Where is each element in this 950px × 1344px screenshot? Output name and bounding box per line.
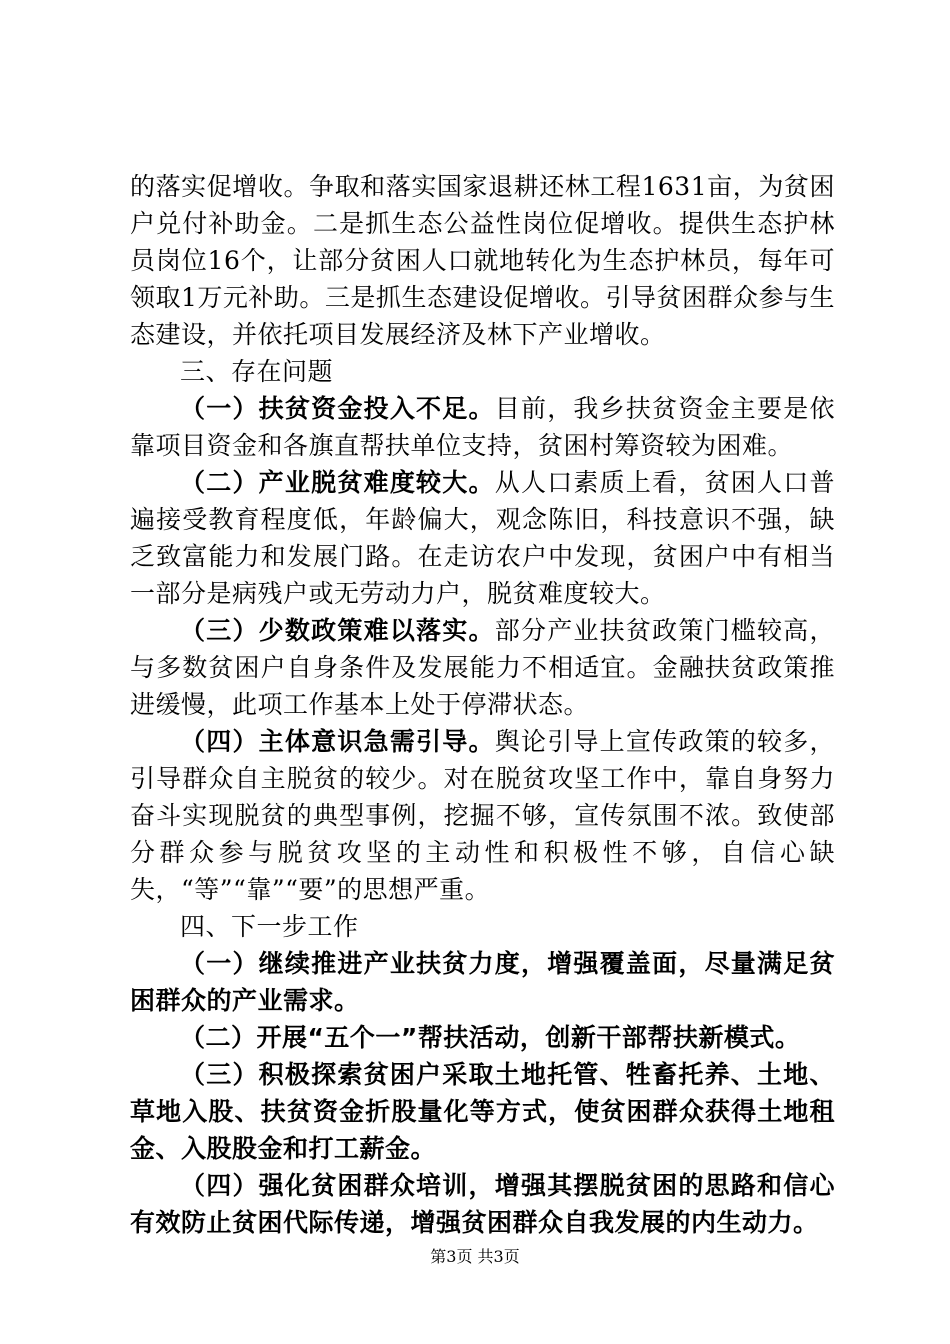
- paragraph-lead: （四）主体意识急需引导。: [180, 727, 495, 756]
- heading-text: 三、存在问题: [180, 357, 334, 386]
- paragraph-problem-industry: [130, 464, 835, 612]
- section-heading-problems: [130, 353, 835, 390]
- paragraph-text: （三）积极探索贫困户采取土地托管、牲畜托养、土地、草地入股、扶贫资金折股量化等方式，使贫困群众获得土地租金、入股股金和打工薪金。: [130, 1060, 835, 1163]
- paragraph-lead: （一）扶贫资金投入不足。: [180, 394, 495, 423]
- paragraph-lead: （三）少数政策难以落实。: [180, 616, 495, 645]
- paragraph-next-step-1: [130, 945, 835, 1019]
- paragraph-text: 部分产业扶贫政策门槛较高，与多数贫困户自身条件及发展能力不相适宜。金融扶贫政策推进缓慢，此项工作基本上处于停滞状态。: [130, 616, 835, 719]
- page-number-footer: 第3页 共3页: [430, 1247, 520, 1266]
- paragraph-next-step-2: [130, 1019, 835, 1056]
- paragraph-problem-awareness: [130, 723, 835, 908]
- paragraph-text: （二）开展“五个一”帮扶活动，创新干部帮扶新模式。: [180, 1023, 801, 1052]
- paragraph-text: 从人口素质上看，贫困人口普遍接受教育程度低，年龄偏大，观念陈旧，科技意识不强，缺乏致富能力和发展门路。在走访农户中发现，贫困户中有相当一部分是病残户或无劳动力户，脱贫难度较大。: [130, 468, 835, 608]
- paragraph-lead: （二）产业脱贫难度较大。: [180, 468, 495, 497]
- paragraph-text: （一）继续推进产业扶贫力度，增强覆盖面，尽量满足贫困群众的产业需求。: [130, 949, 835, 1015]
- paragraph-next-step-4: [130, 1167, 835, 1241]
- heading-text: 四、下一步工作: [180, 912, 359, 941]
- paragraph-text: （四）强化贫困群众培训，增强其摆脱贫困的思路和信心有效防止贫困代际传递，增强贫困群众自我发展的内生动力。: [130, 1171, 835, 1237]
- paragraph-text: 的落实促增收。争取和落实国家退耕还林工程1631亩，为贫困户兑付补助金。二是抓生态公益性岗位促增收。提供生态护林员岗位16个，让部分贫困人口就地转化为生态护林员，每年可领取1万元补助。三是抓生态建设促增收。引导贫困群众参与生态建设，并依托项目发展经济及林下产业增收。: [130, 172, 835, 349]
- paragraph-text: 舆论引导上宣传政策的较多，引导群众自主脱贫的较少。对在脱贫攻坚工作中，靠自身努力奋斗实现脱贫的典型事例，挖掘不够，宣传氛围不浓。致使部分群众参与脱贫攻坚的主动性和积极性不够，自信心缺失，“等”“靠”“要”的思想严重。: [130, 727, 835, 904]
- section-heading-next-steps: [130, 908, 835, 945]
- paragraph-problem-policy: [130, 612, 835, 723]
- paragraph-next-step-3: [130, 1056, 835, 1167]
- paragraph-ecology-income: [130, 168, 835, 353]
- paragraph-text: 目前，我乡扶贫资金主要是依靠项目资金和各旗直帮扶单位支持，贫困村筹资较为困难。: [130, 394, 835, 460]
- document-body: [130, 168, 835, 1241]
- paragraph-problem-funding: [130, 390, 835, 464]
